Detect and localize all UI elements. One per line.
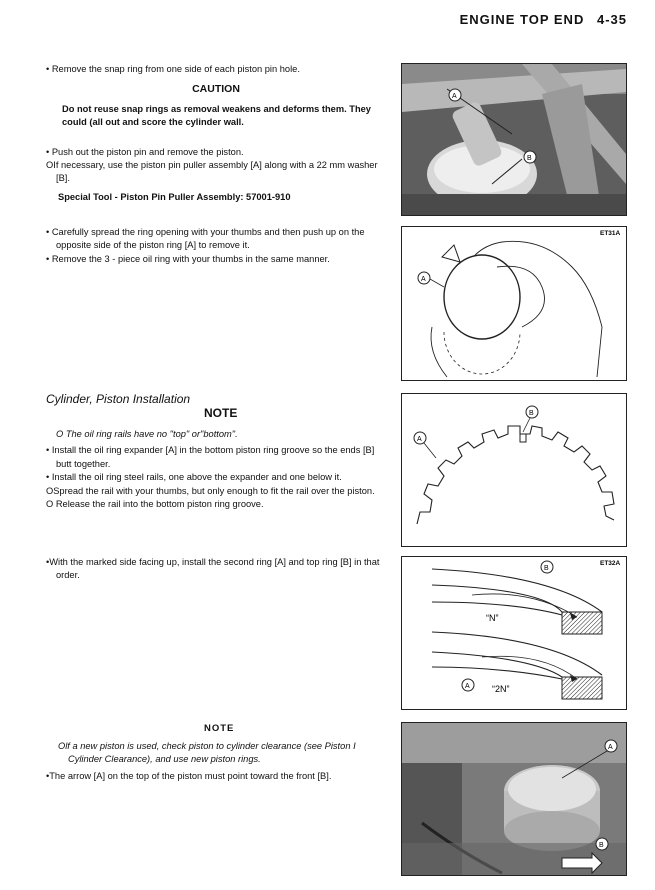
note-title-2: NOTE: [204, 723, 235, 734]
step-install-rails: • Install the oil ring steel rails, one above the expander and one below it.: [46, 472, 342, 483]
fig4-label-b: B: [544, 565, 549, 572]
note-title: NOTE: [204, 406, 238, 420]
caution-title: CAUTION: [192, 83, 240, 96]
fig3-label-a: A: [417, 436, 422, 443]
figure-ring-removal: [401, 226, 627, 381]
fig2-label-a: A: [421, 276, 426, 283]
fig1-label-a: A: [452, 93, 457, 100]
fig4-label-a: A: [465, 683, 470, 690]
fig5-label-a: A: [608, 744, 613, 751]
figure-piston-arrow-photo: [401, 722, 627, 876]
step-arrow-front: •The arrow [A] on the top of the piston must point toward the front [B].: [46, 770, 332, 781]
fig5-label-b: B: [599, 842, 604, 849]
note-text: O The oil ring rails have no "top" or"bottom".: [56, 429, 238, 439]
step-spread-rail: OSpread the rail with your thumbs, but only enough to fit the rail over the piston.: [46, 485, 375, 496]
page-number: 4-35: [596, 12, 627, 27]
fig4-mark-2n: “2N”: [492, 684, 510, 694]
step-remove-snap-ring: • Remove the snap ring from one side of each piston pin hole.: [46, 64, 300, 74]
figure-oil-ring-expander: [401, 393, 627, 547]
step-release-rail: O Release the rail into the bottom piston ring groove.: [46, 499, 264, 510]
block-installation: [46, 428, 386, 511]
block-pin-removal: [46, 63, 386, 204]
block-install-rings: [46, 556, 386, 583]
block-piston-direction: [46, 740, 386, 783]
block-ring-removal: [46, 226, 386, 266]
ring-removal-illustration: [402, 227, 626, 380]
oil-ring-expander-illustration: [402, 394, 626, 546]
step-remove-oil-ring: • Remove the 3 - piece oil ring with your thumbs in the same manner.: [46, 253, 330, 264]
step-pin-puller: OIf necessary, use the piston pin puller assembly [A] along with a 22 mm washer [B].: [46, 160, 378, 184]
section-heading: Cylinder, Piston Installation: [46, 392, 191, 406]
fig1-label-b: B: [527, 155, 532, 162]
fig4-code: ET32A: [600, 560, 621, 567]
section-title: ENGINE TOP END: [459, 12, 585, 27]
fig2-code: ET31A: [600, 230, 621, 237]
fig4-mark-n: “N”: [486, 613, 499, 623]
page-header: [460, 12, 627, 27]
piston-arrow-illustration: [402, 723, 626, 875]
figure-ring-markings: [401, 556, 627, 710]
step-install-expander: • Install the oil ring expander [A] in the bottom piston ring groove so the ends [B] butt together.: [46, 445, 375, 469]
special-tool: Special Tool - Piston Pin Puller Assembly: 57001-910: [58, 191, 291, 202]
pin-puller-illustration: [402, 64, 626, 215]
caution-text: Do not reuse snap rings as removal weakens and deforms them. They could (all out and score the cylinder wall.: [62, 103, 371, 128]
note-text-2: Olf a new piston is used, check piston to cylinder clearance (see Piston I Cylinder Clearance), and use new piston rings.: [58, 741, 356, 765]
step-spread-ring: • Carefully spread the ring opening with your thumbs and then push up on the opposite side of the piston ring [A] to remove it.: [46, 227, 365, 251]
step-install-top-rings: •With the marked side facing up, install the second ring [A] and top ring [B] in that order.: [46, 557, 380, 581]
step-push-out-pin: • Push out the piston pin and remove the piston.: [46, 146, 244, 157]
fig3-label-b: B: [529, 410, 534, 417]
figure-pin-puller-photo: [401, 63, 627, 216]
ring-markings-illustration: [402, 557, 626, 709]
